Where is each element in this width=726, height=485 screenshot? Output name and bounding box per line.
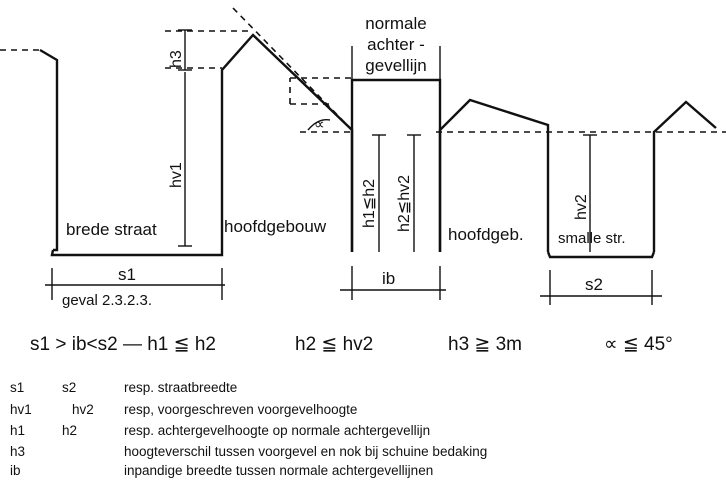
legend-text: resp, voorgeschreven voorgevelhoogte: [124, 402, 358, 417]
formula-1: s1 > ib<s2 — h1 ≦ h2: [30, 334, 216, 355]
top-label-line3: gevellijn: [365, 56, 427, 75]
legend-code2: hv2: [72, 402, 94, 417]
formula-row: [30, 334, 673, 355]
formula-2: h2 ≦ hv2: [295, 334, 374, 355]
hoofdgebouw-label: hoofdgebouw: [224, 217, 327, 236]
top-label-line2: achter -: [367, 35, 425, 54]
legend-code2: h2: [62, 423, 78, 438]
legend-code: h1: [10, 423, 26, 438]
hv1-label: hv1: [168, 162, 185, 188]
brede-straat-label: brede straat: [66, 220, 157, 239]
s1-label: s1: [118, 265, 136, 284]
legend-code: h3: [10, 444, 26, 459]
smalle-str-label: smalle str.: [558, 230, 626, 247]
hv2-label: hv2: [573, 194, 590, 220]
hoofdgeb-label: hoofdgeb.: [448, 225, 524, 244]
alpha-angle-label: ∝: [314, 116, 325, 133]
legend-text: resp. straatbreedte: [124, 380, 238, 395]
s2-label: s2: [585, 275, 603, 294]
h3-label: h3: [168, 50, 185, 68]
legend-text: resp. achtergevelhoogte op normale achtergevellijn: [124, 423, 431, 438]
legend-code: ib: [10, 463, 21, 478]
geval-label: geval 2.3.2.3.: [62, 292, 153, 309]
legend-text: hoogteverschil tussen voorgevel en nok bij schuine bedaking: [124, 444, 488, 459]
dashed-reference-lines: [0, 8, 726, 132]
legend-code: hv1: [10, 402, 32, 417]
legend-code: s1: [10, 380, 25, 395]
h1-h2-label: h1≦h2: [361, 179, 378, 228]
formula-4: ∝ ≦ 45°: [604, 334, 673, 355]
h2-hv2-label: h2≦hv2: [396, 175, 413, 232]
ib-label: ib: [382, 269, 396, 288]
normale-achtergevellijn-label: [365, 14, 426, 75]
top-label-line1: normale: [365, 14, 427, 33]
legend: [10, 380, 487, 478]
legend-code2: s2: [62, 380, 77, 395]
dimension-lines: [45, 30, 662, 305]
legend-text: inpandige breedte tussen normale achtergevellijnen: [124, 463, 434, 478]
formula-3: h3 ≧ 3m: [448, 334, 523, 355]
